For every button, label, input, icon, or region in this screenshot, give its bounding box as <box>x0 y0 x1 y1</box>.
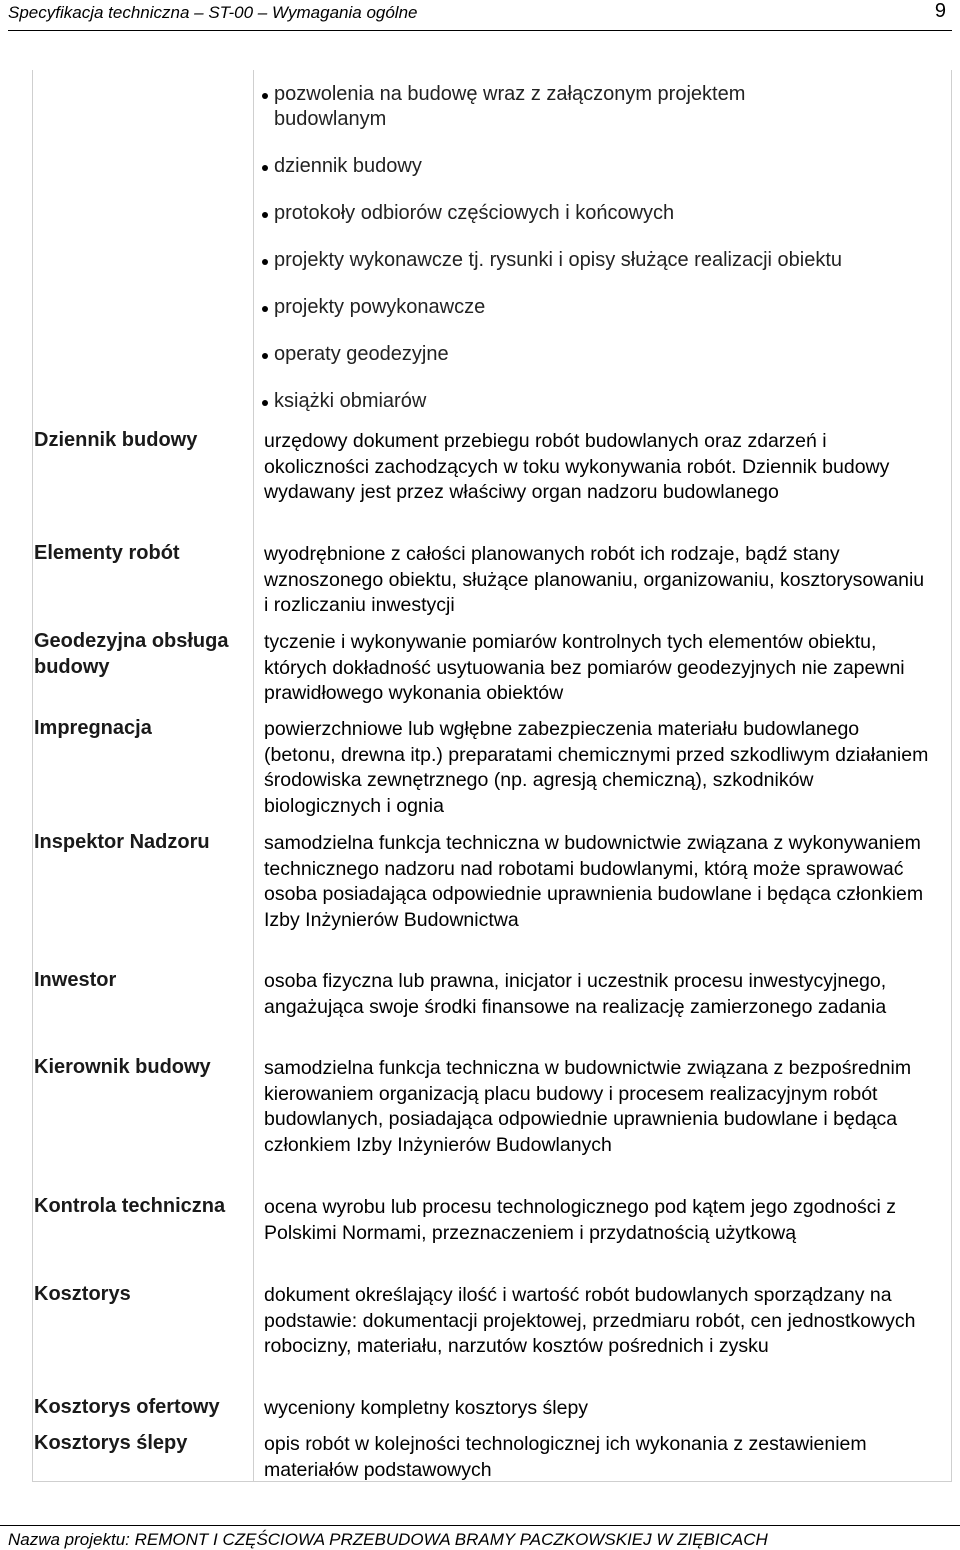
bullet-icon <box>262 353 268 359</box>
term-label: Kosztorys <box>34 1283 131 1305</box>
term-label: Kierownik budowy <box>34 1056 211 1078</box>
term-label: Inspektor Nadzoru <box>34 831 210 853</box>
bullet-icon <box>262 306 268 312</box>
table-column-divider <box>253 70 254 1482</box>
definition-text: samodzielna funkcja techniczna w budownictwie związana z bezpośrednim kierowaniem organizacją placu budowy i procesem realizacyjnym robót budowlanych, posiadająca odpowiednie uprawnienia budowlane i będąca członkiem Izby Inżynierów Budowlanych <box>264 1057 912 1156</box>
list-item: pozwolenia na budowę wraz z załączonym projektem budowlanym <box>262 82 834 132</box>
term-label: Inwestor <box>34 969 117 991</box>
project-name: Nazwa projektu: REMONT I CZĘŚCIOWA PRZEBUDOWA BRAMY PACZKOWSKIEJ W ZIĘBICACH <box>8 1530 768 1549</box>
term-label: Kosztorys ofertowy <box>34 1396 220 1418</box>
list-item: projekty powykonawcze <box>262 295 922 320</box>
term-label: Kontrola techniczna <box>34 1195 226 1217</box>
page-footer <box>0 1525 960 1550</box>
definition-text: wyodrębnione z całości planowanych robót ich rodzaje, bądź stany wznoszonego obiektu, służące planowaniu, organizowaniu, kosztorysowaniu i rozliczaniu inwestycji <box>264 543 925 617</box>
term-label: Impregnacja <box>34 717 152 739</box>
bullet-icon <box>262 165 268 171</box>
bullet-icon <box>262 259 268 265</box>
definition-text: osoba fizyczna lub prawna, inicjator i uczestnik procesu inwestycyjnego, angażująca swoje środki finansowe na realizację zamierzonego zadania <box>264 970 887 1018</box>
definition-text: powierzchniowe lub wgłębne zabezpieczenia materiału budowlanego (betonu, drewna itp.) preparatami chemicznymi przed szkodliwym działaniem środowiska zewnętrznego (np. agresją chemiczną), szkodników biologicznych i ognia <box>264 718 929 817</box>
list-item: książki obmiarów <box>262 389 922 414</box>
document-title: Specyfikacja techniczna – ST-00 – Wymagania ogólne <box>8 3 418 22</box>
documents-bullet-list <box>262 82 922 436</box>
term-label: Elementy robót <box>34 542 180 564</box>
definition-text: wyceniony kompletny kosztorys ślepy <box>264 1397 589 1419</box>
definition-text: tyczenie i wykonywanie pomiarów kontrolnych tych elementów obiektu, których dokładność usytuowania bez pomiarów geodezyjnych nie zapewni prawidłowego wykonania obiektów <box>264 631 905 705</box>
term-label: Geodezyjna obsługa budowy <box>34 630 229 678</box>
definition-text: dokument określający ilość i wartość robót budowlanych sporządzany na podstawie: dokumentacji projektowej, przedmiaru robót, cen jednostkowych robocizny, materiału, narzutów kosztów pośrednich i zysku <box>264 1284 916 1358</box>
list-item: protokoły odbiorów częściowych i końcowych <box>262 201 922 226</box>
term-label: Kosztorys ślepy <box>34 1432 188 1454</box>
definition-text: ocena wyrobu lub procesu technologicznego pod kątem jego zgodności z Polskimi Normami, przeznaczeniem i przydatnością użytkową <box>264 1196 896 1244</box>
bullet-icon <box>262 400 268 406</box>
term-label: Dziennik budowy <box>34 429 198 451</box>
definition-text: urzędowy dokument przebiegu robót budowlanych oraz zdarzeń i okoliczności zachodzących w toku wykonywania robót. Dziennik budowy wydawany jest przez właściwy organ nadzoru budowlanego <box>264 430 890 504</box>
page-header <box>8 0 952 31</box>
definition-text: samodzielna funkcja techniczna w budownictwie związana z wykonywaniem technicznego nadzoru nad robotami budowlanymi, którą może sprawować osoba posiadająca odpowiednie uprawnienia budowlane i będąca członkiem Izby Inżynierów Budownictwa <box>264 832 924 931</box>
bullet-icon <box>262 93 268 99</box>
list-item: projekty wykonawcze tj. rysunki i opisy służące realizacji obiektu <box>262 248 922 273</box>
list-item: dziennik budowy <box>262 154 922 179</box>
page-number: 9 <box>934 0 946 22</box>
definition-text: opis robót w kolejności technologicznej ich wykonania z zestawieniem materiałów podstawowych <box>264 1433 867 1481</box>
list-item: operaty geodezyjne <box>262 342 922 367</box>
bullet-icon <box>262 212 268 218</box>
